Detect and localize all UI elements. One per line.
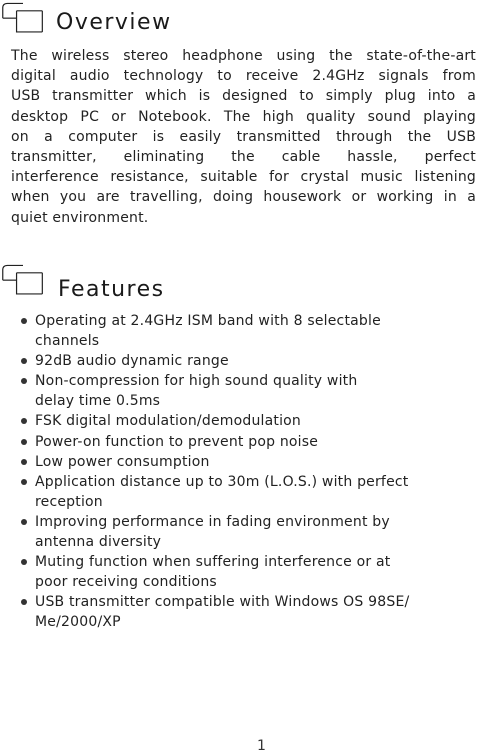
bullet-icon [21,559,27,565]
overview-heading [0,0,300,38]
feature-line: antenna diversity [35,534,162,551]
features-heading [0,262,300,300]
overview-line: quiet environment. [11,209,149,226]
bullet-icon [21,358,27,364]
feature-line: delay time 0.5ms [35,393,161,410]
feature-line: Improving performance in fading environment by [35,513,390,530]
overview-line: when you are travelling, doing housework or working in a [11,189,476,206]
feature-item [0,351,483,371]
feature-item [0,472,483,512]
overview-title: Overview [56,10,172,35]
feature-line: Muting function when suffering interference or at [35,554,391,571]
feature-line: Application distance up to 30m (L.O.S.) with perfect [35,473,409,490]
section-bracket-icon [0,0,46,40]
feature-line: Non-compression for high sound quality with [35,373,358,390]
feature-line: Operating at 2.4GHz ISM band with 8 selectable [35,313,381,329]
feature-line: 92dB audio dynamic range [35,353,229,370]
overview-line: The wireless stereo headphone using the state-of-the-art [11,48,476,64]
overview-line: interference resistance, suitable for crystal music listening [11,169,476,186]
feature-line: poor receiving conditions [35,574,217,591]
feature-item [0,371,483,411]
feature-item [0,432,483,452]
bullet-icon [21,459,27,465]
overview-line: on a computer is easily transmitted through the USB [11,128,476,145]
features-title: Features [58,277,165,302]
bullet-icon [21,519,27,525]
features-list [0,311,483,633]
feature-item [0,512,483,552]
bullet-icon [21,439,27,445]
feature-item [0,311,483,351]
section-bracket-icon [0,262,46,302]
page-number: 1 [257,738,266,754]
feature-line: Low power consumption [35,453,210,470]
overview-line: USB transmitter which is designed to simply plug into a [11,88,476,105]
feature-line: reception [35,493,103,510]
feature-line: USB transmitter compatible with Windows OS 98SE/ [35,594,410,611]
bullet-icon [21,318,27,324]
bullet-icon [21,599,27,605]
feature-line: FSK digital modulation/demodulation [35,413,301,430]
feature-item [0,592,483,632]
feature-line: Power-on function to prevent pop noise [35,433,319,450]
feature-item [0,452,483,472]
feature-line: channels [35,333,100,350]
feature-item [0,552,483,592]
overview-line: transmitter, eliminating the cable hassle, perfect [11,149,476,166]
overview-line: desktop PC or Notebook. The high quality sound playing [11,108,476,125]
feature-line: Me/2000/XP [35,614,121,631]
bullet-icon [21,479,27,485]
overview-line: digital audio technology to receive 2.4GHz signals from [11,68,476,85]
bullet-icon [21,378,27,384]
overview-paragraph [11,46,476,228]
feature-item [0,411,483,431]
bullet-icon [21,418,27,424]
